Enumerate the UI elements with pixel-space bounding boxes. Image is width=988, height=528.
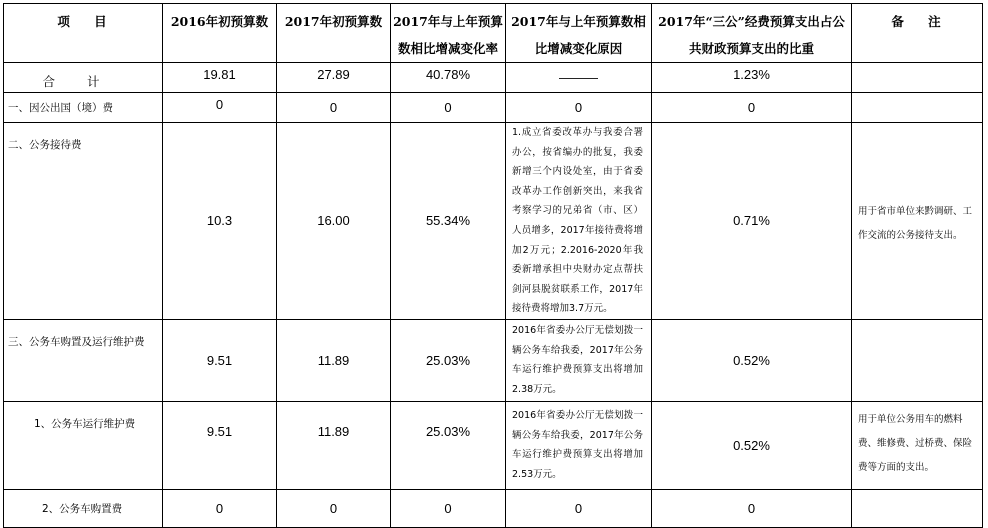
cell-2016: 9.51 bbox=[163, 401, 277, 489]
cell-reason: 2016年省委办公厅无偿划拨一辆公务车给我委，2017年公务车运行维护费预算支出将增加2.38万元。 bbox=[506, 319, 652, 401]
header-ratio: 2017年“三公”经费预算支出占公共财政预算支出的比重 bbox=[652, 4, 852, 63]
table-row-vehicle-purchase bbox=[4, 489, 983, 527]
cell-note: 用于省市单位来黔调研、工作交流的公务接待支出。 bbox=[852, 123, 983, 320]
table-row-total bbox=[4, 63, 983, 93]
row-label: 一、因公出国（境）费 bbox=[4, 93, 163, 123]
table-row-overseas bbox=[4, 93, 983, 123]
header-item: 项 目 bbox=[4, 4, 163, 63]
cell-2017: 16.00 bbox=[277, 123, 391, 320]
cell-note: 用于单位公务用车的燃料费、维修费、过桥费、保险费等方面的支出。 bbox=[852, 401, 983, 489]
table-row-vehicle-maintenance bbox=[4, 401, 983, 489]
header-note: 备 注 bbox=[852, 4, 983, 63]
cell-2016: 19.81 bbox=[163, 63, 277, 93]
header-2017-budget: 2017年初预算数 bbox=[277, 4, 391, 63]
row-label: 2、公务车购置费 bbox=[4, 489, 163, 527]
cell-2017: 0 bbox=[277, 93, 391, 123]
cell-note bbox=[852, 93, 983, 123]
cell-2016: 0 bbox=[163, 489, 277, 527]
cell-rate: 40.78% bbox=[391, 63, 506, 93]
row-label: 二、公务接待费 bbox=[4, 123, 163, 320]
cell-reason: 2016年省委办公厅无偿划拨一辆公务车给我委，2017年公务车运行维护费预算支出将增加2.53万元。 bbox=[506, 401, 652, 489]
cell-note bbox=[852, 319, 983, 401]
row-label: 三、公务车购置及运行维护费 bbox=[4, 319, 163, 401]
header-change-rate: 2017年与上年预算数相比增减变化率 bbox=[391, 4, 506, 63]
cell-2017: 11.89 bbox=[277, 319, 391, 401]
cell-rate: 25.03% bbox=[391, 401, 506, 489]
cell-ratio: 0.71% bbox=[652, 123, 852, 320]
cell-rate: 25.03% bbox=[391, 319, 506, 401]
budget-table bbox=[3, 3, 983, 528]
cell-reason: 0 bbox=[506, 93, 652, 123]
row-label: 1、公务车运行维护费 bbox=[4, 401, 163, 489]
cell-note bbox=[852, 489, 983, 527]
cell-2017: 11.89 bbox=[277, 401, 391, 489]
header-2016-budget: 2016年初预算数 bbox=[163, 4, 277, 63]
cell-reason: 0 bbox=[506, 489, 652, 527]
header-change-reason: 2017年与上年预算数相比增减变化原因 bbox=[506, 4, 652, 63]
cell-rate: 55.34% bbox=[391, 123, 506, 320]
cell-ratio: 0 bbox=[652, 93, 852, 123]
cell-reason: ——— bbox=[506, 63, 652, 93]
cell-ratio: 0.52% bbox=[652, 319, 852, 401]
cell-2016: 9.51 bbox=[163, 319, 277, 401]
cell-2016: 10.3 bbox=[163, 123, 277, 320]
table-row-vehicle-total bbox=[4, 319, 983, 401]
header-row bbox=[4, 4, 983, 63]
cell-rate: 0 bbox=[391, 93, 506, 123]
cell-ratio: 0 bbox=[652, 489, 852, 527]
row-label: 合 计 bbox=[42, 74, 114, 89]
cell-2017: 27.89 bbox=[277, 63, 391, 93]
cell-rate: 0 bbox=[391, 489, 506, 527]
cell-ratio: 1.23% bbox=[652, 63, 852, 93]
cell-note bbox=[852, 63, 983, 93]
cell-2017: 0 bbox=[277, 489, 391, 527]
cell-reason: 1.成立省委改革办与我委合署办公，按省编办的批复，我委新增三个内设处室，由于省委改革办工作创新突出，来我省考察学习的兄弟省（市、区）人员增多，2017年接待费将增加2万元；2.2016-2020年我委新增承担中央财办定点帮扶剑河县脱贫联系工作，2017年接待费将增加3.7万元。 bbox=[506, 123, 652, 320]
cell-ratio: 0.52% bbox=[652, 401, 852, 489]
table-row-reception bbox=[4, 123, 983, 320]
cell-2016: 0 bbox=[163, 93, 277, 123]
